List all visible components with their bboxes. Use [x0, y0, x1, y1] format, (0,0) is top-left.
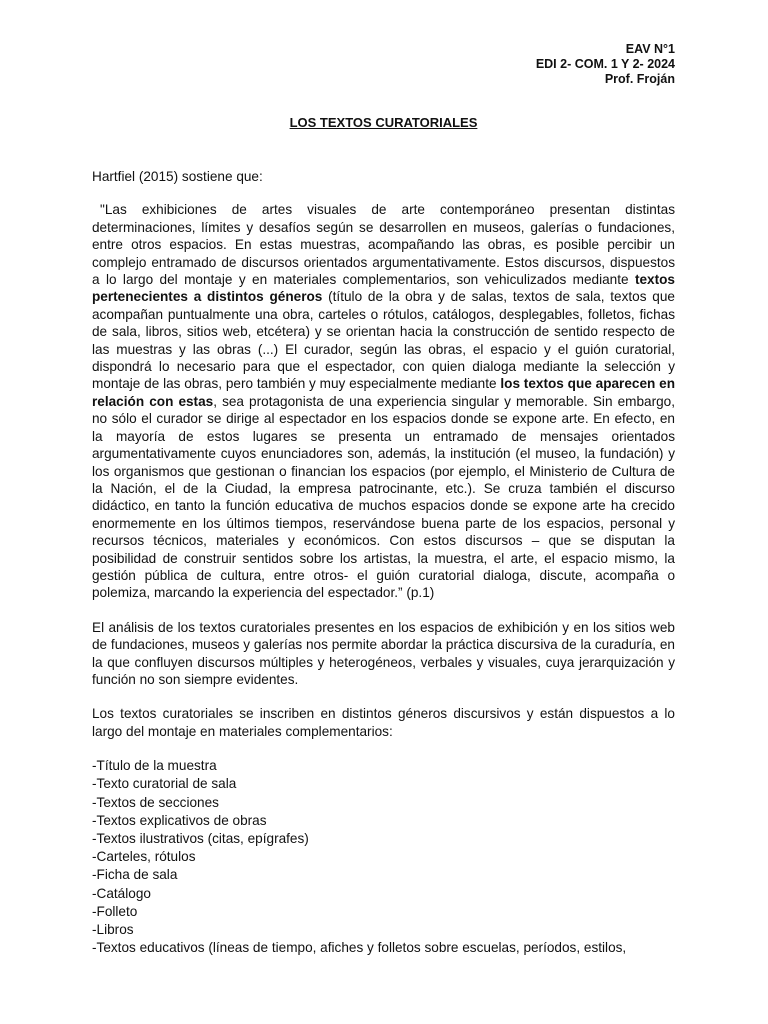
list-item: -Folleto: [92, 903, 138, 919]
list-item: -Texto curatorial de sala: [92, 776, 237, 792]
header-line-2: EDI 2- COM. 1 Y 2- 2024: [535, 57, 675, 71]
list-item: -Textos educativos (líneas de tiempo, afiches y folletos sobre escuelas, períodos, estilos,: [92, 940, 627, 956]
header-line-3: Prof. Froján: [604, 72, 675, 86]
header-line-1: EAV N°1: [625, 42, 675, 56]
quote-text-3: , sea protagonista de una experiencia singular y memorable. Sin embargo, no sólo el curador se dirige al espectador en los espacios donde se expone arte. En efecto, en la mayoría de estos lugares se presenta un entramado de mensajes orientados argumentativamente cuyos enunciadores son, además, la institución (el museo, la fundación) y los organismos que gestionan o financian los espacios (por ejemplo, el Ministerio de Cultura de la Nación, el de la Ciudad, la empresa patrocinante, etc.). Se cruza también el discurso didáctico, en tanto la función educativa de muchos espacios donde se expone arte ha crecido enormemente en los últimos tiempos, reservándose buena parte de los espacios, personal y recursos técnicos, materiales y económicos. Con estos discursos – que se disputan la posibilidad de construir sentidos sobre los artistas, la muestra, el arte, el espacio mismo, la gestión pública de cultura, entre otros- el guión curatorial dialoga, discute, acompaña o polemiza, marcando la experiencia del espectador.” (p.1): [92, 393, 676, 601]
list-item: -Catálogo: [92, 885, 151, 901]
list-item: -Título de la muestra: [92, 758, 217, 774]
genres-list: [92, 757, 675, 957]
list-item: -Carteles, rótulos: [92, 849, 196, 865]
analysis-paragraph: El análisis de los textos curatoriales presentes en los espacios de exhibición y en los sitios web de fundaciones, museos y galerías nos permite abordar la práctica discursiva de la curaduría, en la que confluyen discursos múltiples y heterogéneos, verbales y visuales, cuya jerarquización y función no son siempre evidentes.: [92, 619, 675, 687]
quote-text-2: (título de la obra y de salas, textos de sala, textos que acompañan puntualmente una obra, carteles o rótulos, catálogos, desplegables, folletos, fichas de sala, libros, sitios web, etcétera) y se orientan hacia la construcción de sentido respecto de las muestras y las obras (...) El curador, según las obras, el espacio y el guión curatorial, dispondrá lo necesario para que el espectador, con quien dialoga mediante la selección y montaje de las obras, pero también y muy especialmente mediante: [92, 289, 675, 392]
list-item: -Libros: [92, 922, 134, 938]
genres-paragraph: Los textos curatoriales se inscriben en distintos géneros discursivos y están dispuestos a lo largo del montaje en materiales complementarios:: [92, 706, 675, 739]
document-header: [92, 42, 675, 87]
intro-line: Hartfiel (2015) sostiene que:: [92, 169, 263, 184]
document-title: LOS TEXTOS CURATORIALES: [289, 115, 478, 130]
list-item: -Textos explicativos de obras: [92, 812, 267, 828]
list-item: -Textos ilustrativos (citas, epígrafes): [92, 831, 309, 846]
quote-paragraph: [92, 201, 675, 601]
list-item: -Textos de secciones: [92, 794, 219, 810]
quote-bold-2: los textos que aparecen en relación con estas: [92, 376, 675, 409]
list-item: -Ficha de sala: [92, 867, 178, 883]
quote-text-1: "Las exhibiciones de artes visuales de arte contemporáneo presentan distintas determinaciones, límites y desafíos según se desarrollen en museos, galerías o fundaciones, entre otros espacios. En estas muestras, acompañando las obras, es posible percibir un complejo entramado de discursos orientados argumentativamente. Estos discursos, dispuestos a lo largo del montaje y en materiales complementarios, son vehiculizados mediante: [92, 202, 675, 288]
quote-bold-1: textos pertenecientes a distintos géneros: [92, 272, 675, 305]
